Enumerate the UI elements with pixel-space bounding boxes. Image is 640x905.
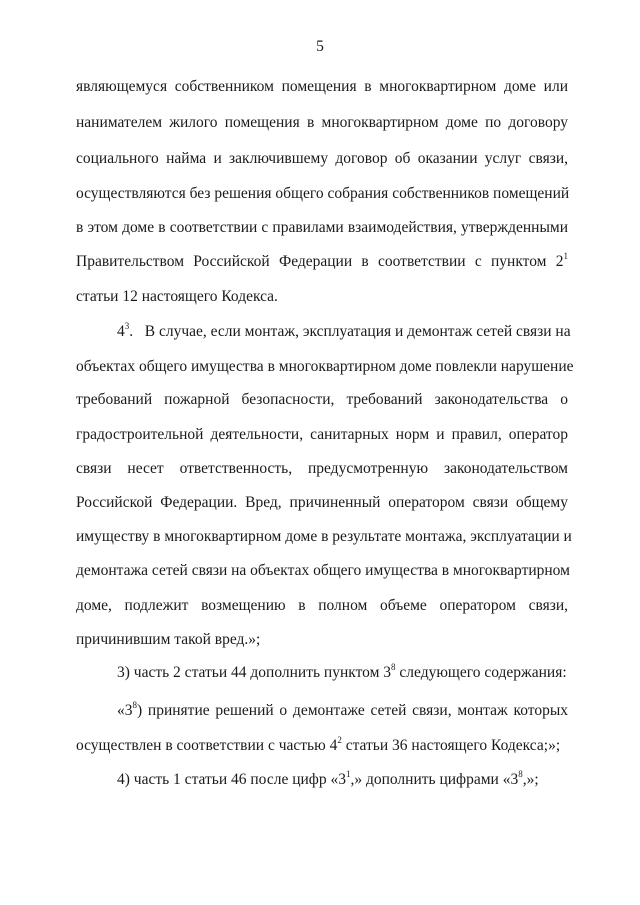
text-line: доме, подлежит возмещению в полном объеме оператором связи,	[76, 597, 568, 614]
superscript: 8	[518, 768, 523, 779]
text-line: демонтажа сетей связи на объектах общего имущества в многоквартирном	[76, 562, 570, 579]
text-line: являющемуся собственником помещения в многоквартирном доме или	[76, 78, 568, 95]
text-span: Правительством Российской Федерации в соответствии с пунктом 2	[76, 253, 564, 270]
page-number: 5	[316, 38, 324, 55]
text-line	[76, 734, 568, 755]
text-span: 3) часть 2 статьи 44 дополнить пунктом 3	[117, 664, 392, 681]
text-line: Российской Федерации. Вред, причиненный оператором связи общему	[76, 494, 568, 511]
text-span: осуществлен в соответствии с частью 4	[76, 737, 338, 754]
text-line: нанимателем жилого помещения в многоквартирном доме по договору	[76, 114, 568, 131]
clause-number: 4	[117, 323, 125, 340]
text-line	[117, 699, 568, 720]
text-line	[117, 661, 568, 682]
text-line	[117, 320, 571, 341]
text-line: статьи 12 настоящего Кодекса.	[76, 288, 278, 305]
text-span: ,»;	[522, 771, 539, 788]
text-line: требований пожарной безопасности, требований законодательства о	[76, 391, 568, 408]
text-line: градостроительной деятельности, санитарных норм и правил, оператор	[76, 426, 568, 443]
text-span: «3	[117, 702, 133, 719]
text-line: имуществу в многоквартирном доме в результате монтажа, эксплуатации и	[76, 528, 572, 545]
text-line: причинившим такой вред.»;	[76, 631, 261, 648]
text-span: статьи 36 настоящего Кодекса;»;	[341, 737, 561, 754]
superscript: 8	[391, 661, 396, 672]
text-line: осуществляются без решения общего собрания собственников помещений	[76, 185, 570, 202]
text-line	[76, 250, 568, 271]
text-line: связи несет ответственность, предусмотренную законодательством	[76, 460, 568, 477]
text-line: в этом доме в соответствии с правилами взаимодействия, утвержденными	[76, 219, 568, 236]
text-line	[117, 768, 568, 789]
text-span: ,» дополнить цифрами «3	[350, 771, 519, 788]
superscript: 2	[337, 734, 342, 745]
text-span: . В случае, если монтаж, эксплуатация и демонтаж сетей связи на	[129, 323, 571, 340]
text-span: следующего содержания:	[395, 664, 567, 681]
superscript: 1	[345, 768, 351, 779]
text-line: социального найма и заключившему договор об оказании услуг связи,	[76, 150, 568, 167]
superscript: 1	[563, 250, 568, 261]
superscript: 3	[124, 320, 130, 331]
superscript: 8	[132, 699, 137, 710]
text-line: объектах общего имущества в многоквартирном доме повлекли нарушение	[76, 358, 574, 375]
text-span: ) принятие решений о демонтаже сетей связи, монтаж которых	[137, 702, 568, 719]
text-span: 4) часть 1 статьи 46 после цифр «3	[117, 771, 346, 788]
